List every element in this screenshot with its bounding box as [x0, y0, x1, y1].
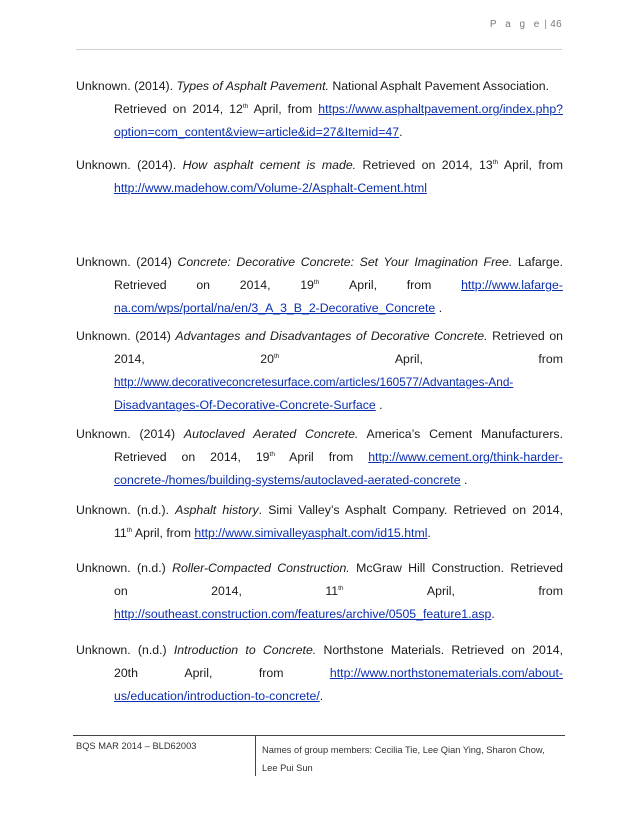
reference-entry: Unknown. (2014) Autoclaved Aerated Concrete. America’s Cement Manufacturers. Retrieved on 2014, 19th April from http://www.cement.org/think-harder- concrete-/homes/building-systems/autoclaved-aerated-concrete . [76, 427, 563, 487]
reference-title: How asphalt cement is made. [182, 158, 357, 172]
page-header: P a g e | 46 [489, 19, 562, 30]
page-number: 46 [550, 19, 562, 30]
reference-link[interactable]: https://www.asphaltpavement.org/index.php? [318, 102, 563, 116]
reference-link-continued[interactable]: us/education/introduction-to-concrete/ [114, 689, 320, 703]
reference-link[interactable]: http://www.madehow.com/Volume-2/Asphalt-Cement.html [114, 181, 428, 195]
reference-entry: Unknown. (2014). How asphalt cement is made. Retrieved on 2014, 13th April, from http://www.madehow.com/Volume-2/Asphalt-Cement.html [76, 158, 563, 195]
page-label: P a g e [489, 19, 543, 30]
footer-group-members: Names of group members: Cecilia Tie, Lee Qian Ying, Sharon Chow, Lee Pui Sun [262, 745, 545, 773]
reference-title: Roller-Compacted Construction. [172, 561, 350, 575]
reference-link[interactable]: http://www.lafarge- [461, 278, 563, 292]
reference-link[interactable]: http://southeast.construction.com/features/archive/0505_feature1.asp [114, 607, 492, 621]
reference-entry: Unknown. (2014) Advantages and Disadvantages of Decorative Concrete. Retrieved on 2014, 20th April, from http://www.decorativeconcretesurface.com/articles/160577/Advantages-And- Disadvantages-Of-Decorative-Concrete-Surface . [76, 329, 563, 412]
header-rule [76, 49, 562, 50]
reference-entry: Unknown. (n.d.) Roller-Compacted Construction. McGraw Hill Construction. Retrieved on 2014, 11th April, from http://southeast.construction.com/features/archive/0505_feature1.asp. [76, 561, 564, 621]
reference-entry: Unknown. (2014). Types of Asphalt Pavement. National Asphalt Pavement Association. Retrieved on 2014, 12th April, from https://www.asphaltpavement.org/index.php? option=com_content&view=article&id=27&Itemid=47. [76, 79, 563, 139]
reference-title: Concrete: Decorative Concrete: Set Your Imagination Free. [177, 255, 513, 269]
reference-link-continued[interactable]: concrete-/homes/building-systems/autoclaved-aerated-concrete [114, 473, 461, 487]
reference-link[interactable]: http://www.cement.org/think-harder- [368, 450, 563, 464]
reference-entry: Unknown. (n.d.). Asphalt history. Simi Valley’s Asphalt Company. Retrieved on 2014, 11th April, from http://www.simivalleyasphalt.com/id15.html. [76, 503, 563, 540]
footer-divider [255, 736, 256, 776]
reference-link-continued[interactable]: Disadvantages-Of-Decorative-Concrete-Surface [114, 398, 376, 412]
reference-link-continued[interactable]: option=com_content&view=article&id=27&Itemid=47 [114, 125, 400, 139]
reference-link[interactable]: http://www.northstonematerials.com/about- [329, 666, 563, 680]
reference-title: Autoclaved Aerated Concrete. [183, 427, 359, 441]
reference-link-continued[interactable]: na.com/wps/portal/na/en/3_A_3_B_2-Decorative_Concrete [114, 301, 436, 315]
reference-title: Types of Asphalt Pavement. [176, 79, 329, 93]
footer-rule [73, 735, 565, 736]
reference-title: Introduction to Concrete. [173, 643, 317, 657]
reference-entry: Unknown. (n.d.) Introduction to Concrete. Northstone Materials. Retrieved on 2014, 20th April, from http://www.northstonematerials.com/about- us/education/introduction-to-concrete/. [76, 643, 563, 703]
reference-title: Asphalt history [175, 503, 259, 517]
footer-course-code: BQS MAR 2014 – BLD62003 [76, 741, 197, 751]
reference-link[interactable]: http://www.simivalleyasphalt.com/id15.html [194, 526, 428, 540]
reference-link[interactable]: http://www.decorativeconcretesurface.com/articles/160577/Advantages-And- [114, 375, 514, 389]
reference-title: Advantages and Disadvantages of Decorative Concrete. [175, 329, 488, 343]
reference-entry: Unknown. (2014) Concrete: Decorative Concrete: Set Your Imagination Free. Lafarge. Retrieved on 2014, 19th April, from http://www.lafarge- na.com/wps/portal/na/en/3_A_3_B_2-Decorative_Concrete . [76, 255, 563, 315]
